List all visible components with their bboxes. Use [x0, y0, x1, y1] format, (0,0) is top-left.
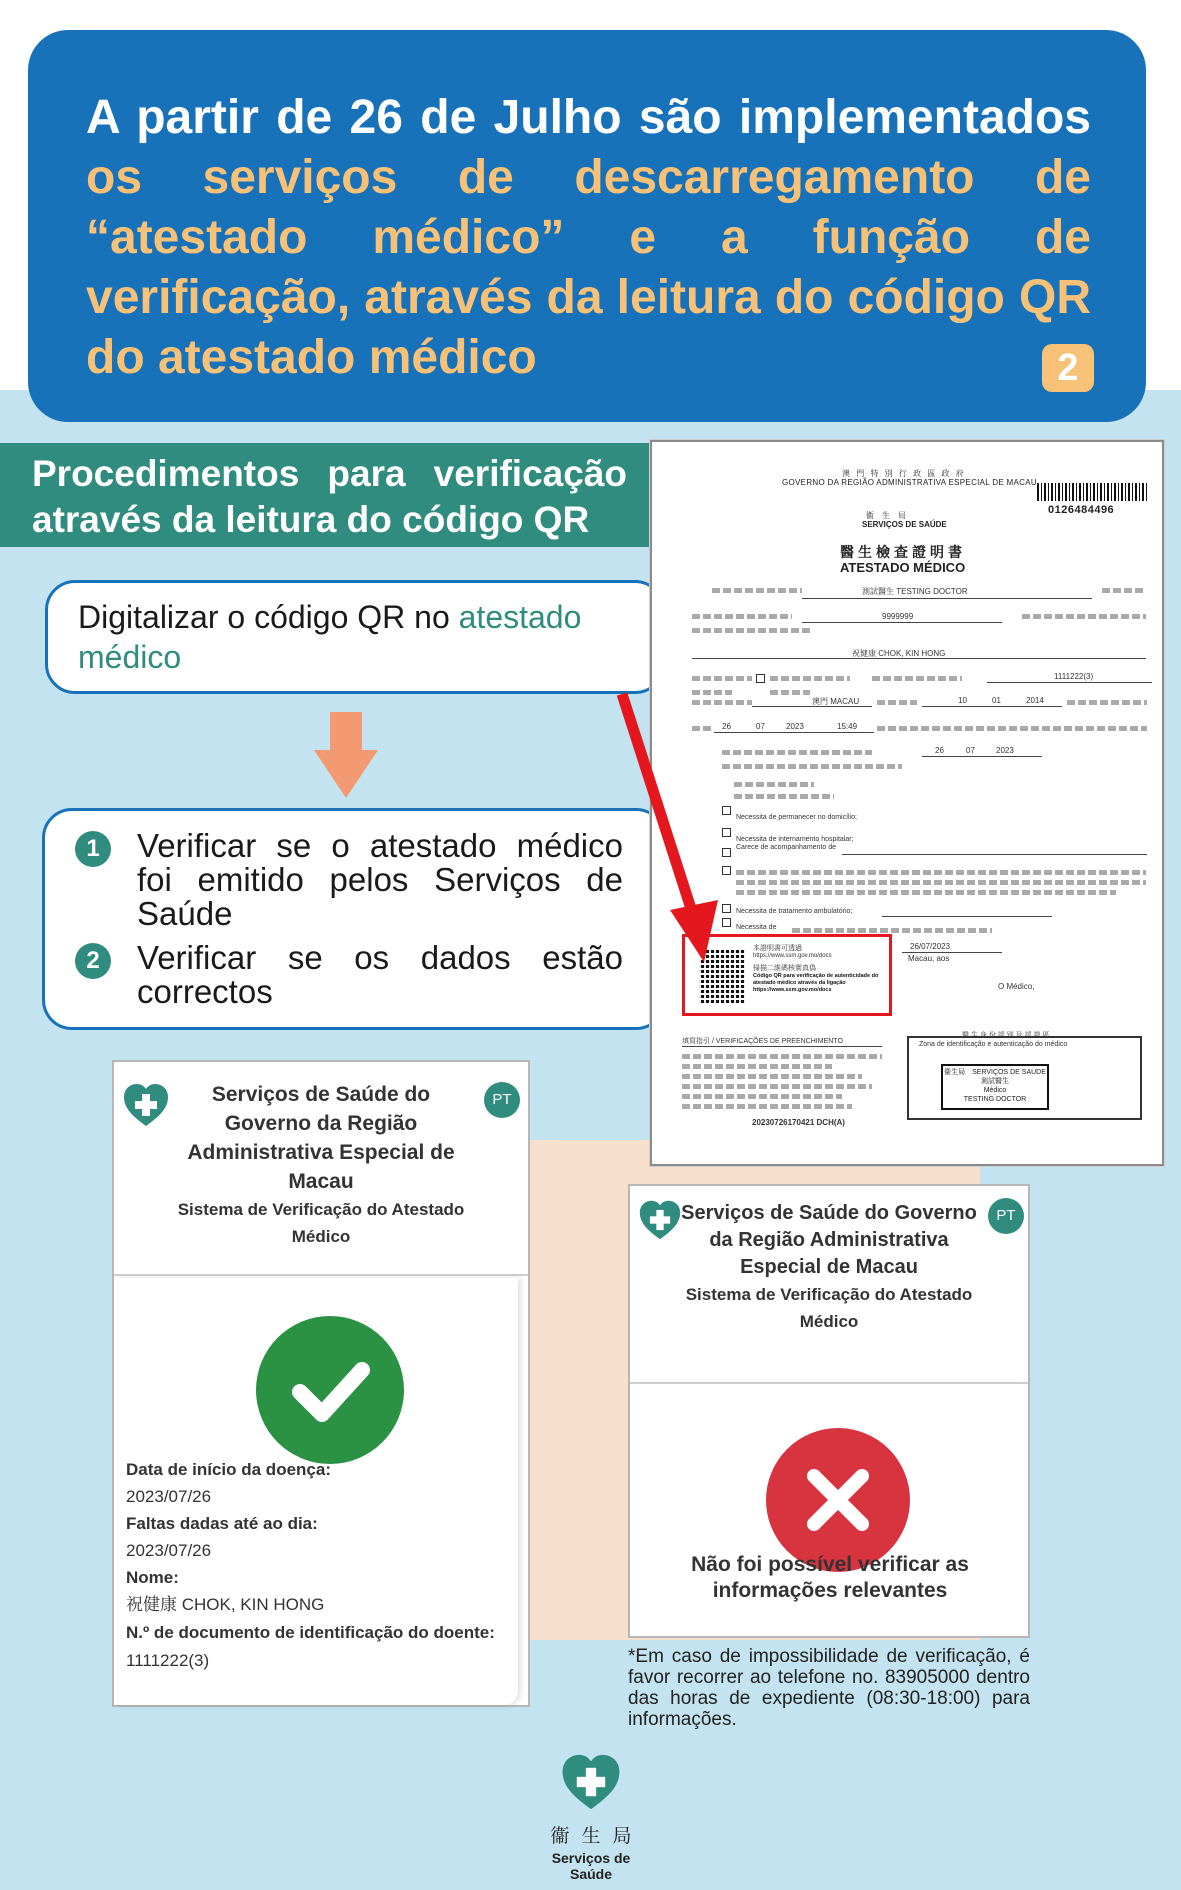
field-label: N.º de documento de identificação do doente: [126, 1623, 495, 1642]
doc-option: Necessita de [736, 924, 777, 931]
doc-gov-cn: 澳 門 特 別 行 政 區 政 府 [842, 469, 966, 478]
language-button[interactable]: PT [988, 1198, 1024, 1234]
doc-rule [802, 598, 1092, 599]
help-note: *Em caso de impossibilidade de verificação, é favor recorrer ao telefone no. 83905000 dentro das horas de expediente (08:30-18:00) para informações. [628, 1646, 1030, 1730]
doc-issue-date: 26/07/2023 [910, 942, 951, 951]
doc-birth-day: 10 [958, 696, 967, 705]
doc-rule [987, 682, 1152, 683]
doc-doctor-number: 9999999 [882, 612, 914, 621]
app-title: Serviços de Saúde do Governo da Região Administrativa Especial de Macau [681, 1202, 977, 1278]
doc-rule [714, 732, 874, 733]
hero-headline-white: A partir de 26 de Julho são implementados [86, 91, 1091, 144]
doc-print-line [877, 726, 1147, 731]
procedure-title-banner [0, 443, 650, 547]
result-card [630, 1386, 1032, 1638]
doc-rule [682, 1046, 882, 1047]
doc-time: 15:49 [837, 722, 858, 731]
doc-title-cn: 醫生檢查證明書 [840, 544, 966, 560]
field-label: Data de início da doença: [126, 1460, 331, 1479]
doc-year: 2023 [786, 722, 804, 731]
doc-rule [752, 706, 872, 707]
doc-signature-label: O Médico, [998, 982, 1035, 991]
qr-text-cn-2: 掃描二維碼核實真偽 [753, 965, 816, 972]
check-number-badge: 1 [75, 831, 111, 867]
verification-success-screen [112, 1060, 530, 1707]
doc-birth-month: 01 [992, 696, 1001, 705]
error-x-icon [766, 1428, 910, 1572]
field-label: Faltas dadas até ao dia: [126, 1514, 318, 1533]
health-services-logo-icon [560, 1752, 622, 1812]
step-scan-highlight: atestado médico [78, 599, 582, 675]
doc-until-day: 26 [935, 746, 944, 755]
footer-name-pt: Serviços de Saúde [551, 1850, 631, 1882]
doc-option: Necessita de internamento hospitalar; [736, 836, 854, 843]
barcode-icon [1037, 483, 1147, 501]
health-services-logo-icon [122, 1082, 170, 1128]
doc-print-line [722, 764, 902, 769]
doc-month: 07 [756, 722, 765, 731]
doc-print-line [877, 700, 917, 705]
procedure-title-line-1: Procedimentos para verificação [32, 453, 627, 494]
doc-until-month: 07 [966, 746, 975, 755]
doc-print-line [722, 750, 872, 755]
stamp-name: 測試醫生 [981, 1078, 1009, 1085]
doc-print-line [682, 1074, 862, 1079]
qr-text-cn: 本證明書可透過 [753, 945, 802, 952]
doc-print-line [736, 870, 1146, 875]
stamp-role: Médico [983, 1087, 1007, 1094]
doc-print-line [712, 588, 802, 593]
doc-doctor: 測試醫生 TESTING DOCTOR [862, 587, 968, 596]
procedure-title-line-2: através da leitura do código QR [32, 499, 590, 540]
doc-rule [882, 916, 1052, 917]
app-header [114, 1062, 528, 1276]
hero-banner [28, 30, 1146, 422]
stamp-doctor: TESTING DOCTOR [963, 1096, 1027, 1103]
doc-print-line [1102, 588, 1146, 593]
app-subtitle: Sistema de Verificação do Atestado Médico [685, 1285, 973, 1331]
doc-print-line [1067, 700, 1147, 705]
qr-text-pt: Código QR para verificação de autenticidade do atestado médico através da ligação https://www.ssm.gov.mo/docs [753, 973, 879, 993]
success-check-icon [256, 1316, 404, 1464]
health-services-logo-icon [638, 1198, 682, 1242]
doc-dept-pt: SERVIÇOS DE SAÚDE [862, 520, 947, 529]
doc-city: Macau, aos [908, 954, 950, 963]
doc-print-line [770, 676, 850, 681]
doc-rule [922, 706, 1062, 707]
doc-place: 澳門 MACAU [812, 697, 860, 706]
stamp-top: 衞生局 SERVIÇOS DE SAÚDE [944, 1069, 1046, 1076]
doc-print-line [736, 880, 1146, 885]
doc-print-line [692, 614, 792, 619]
app-header [630, 1186, 1028, 1384]
doc-print-line [682, 1064, 832, 1069]
doc-print-line [792, 928, 992, 933]
doc-footer-code: 20230726170421 DCH(A) [752, 1118, 845, 1127]
app-subtitle: Sistema de Verificação do Atestado Médico [177, 1200, 465, 1246]
doc-print-line [734, 782, 814, 787]
verification-checks-box [42, 808, 666, 1030]
doc-print-line [736, 890, 1116, 895]
doc-print-line [682, 1094, 842, 1099]
doc-number: 0126484496 [1048, 504, 1115, 516]
result-fields [126, 1456, 506, 1674]
doc-print-line [770, 690, 810, 695]
doc-id-number: 1111222(3) [1054, 672, 1094, 681]
doc-dept-cn: 衞 生 局 [866, 511, 906, 520]
result-card [114, 1278, 518, 1705]
doc-option: Necessita de permanecer no domicílio; [736, 814, 858, 821]
field-value: 1111222(3) [126, 1651, 210, 1670]
doc-print-line [682, 1084, 872, 1089]
doctor-auth-zone [907, 1036, 1142, 1120]
doc-print-line [692, 628, 812, 633]
doc-print-line [1022, 614, 1146, 619]
field-value: 2023/07/26 [126, 1487, 212, 1506]
check-item [75, 941, 623, 1009]
language-button[interactable]: PT [484, 1082, 520, 1118]
footer-name-cn: 衞生局 [550, 1825, 644, 1847]
doc-auth-pt: Zona de identificação e autenticação do médico [919, 1041, 1068, 1048]
doc-day: 26 [722, 722, 731, 731]
doc-print-line [682, 1104, 852, 1109]
check-number-badge: 2 [75, 943, 111, 979]
error-message: Não foi possível verificar as informações relevantes [691, 1553, 969, 1602]
app-title: Serviços de Saúde do Governo da Região Administrativa Especial de Macau [187, 1083, 455, 1193]
doc-checkbox [756, 674, 765, 683]
doc-rule [692, 658, 1146, 659]
verification-failed-screen [628, 1184, 1030, 1638]
doc-rule [922, 756, 1042, 757]
qr-url: https://www.ssm.gov.mo/docs [753, 953, 832, 959]
doc-gov-pt: GOVERNO DA REGIÃO ADMINISTRATIVA ESPECIAL DE MACAU [782, 478, 1037, 487]
field-value: 2023/07/26 [126, 1541, 212, 1560]
step-scan-text: Digitalizar o código QR no [78, 599, 459, 635]
doc-fill-title: 填寫指引 / VERIFICAÇÕES DE PREENCHIMENTO [682, 1038, 843, 1045]
check-item [75, 829, 623, 931]
doc-rule [802, 622, 1002, 623]
doc-rule [902, 952, 1002, 953]
hero-headline [86, 88, 1091, 388]
page-number-badge: 2 [1042, 344, 1094, 392]
step-scan-qr-box [45, 580, 665, 694]
check-text: Verificar se os dados estão correctos [137, 939, 623, 1010]
doc-print-line [692, 676, 752, 681]
field-label: Nome: [126, 1568, 179, 1587]
doc-print-line [682, 1054, 882, 1059]
doc-print-line [734, 794, 834, 799]
doc-option: Carece de acompanhamento de [736, 844, 837, 851]
doc-rule [842, 854, 1147, 855]
doc-birth-year: 2014 [1026, 696, 1044, 705]
doc-auth-label: 醫 生 身 份 認 別 及 認 證 區 [962, 1032, 1050, 1039]
doc-print-line [872, 676, 962, 681]
check-text: Verificar se o atestado médico foi emitido pelos Serviços de Saúde [137, 827, 623, 932]
doc-until-year: 2023 [996, 746, 1014, 755]
doc-patient: 祝健康 CHOK, KIN HONG [852, 649, 946, 658]
hero-headline-orange: os serviços de descarregamento de “atestado médico” e a função de verificação, através da leitura do código QR do atestado médico [86, 151, 1091, 384]
doc-option: Necessita de tratamento ambulatório; [736, 908, 853, 915]
field-value: 祝健康 CHOK, KIN HONG [126, 1595, 325, 1614]
down-arrow-icon [314, 712, 378, 798]
footer-logo [536, 1752, 646, 1882]
doctor-stamp [941, 1064, 1049, 1110]
red-arrow-icon [600, 690, 730, 970]
doc-title-pt: ATESTADO MÉDICO [840, 560, 966, 575]
